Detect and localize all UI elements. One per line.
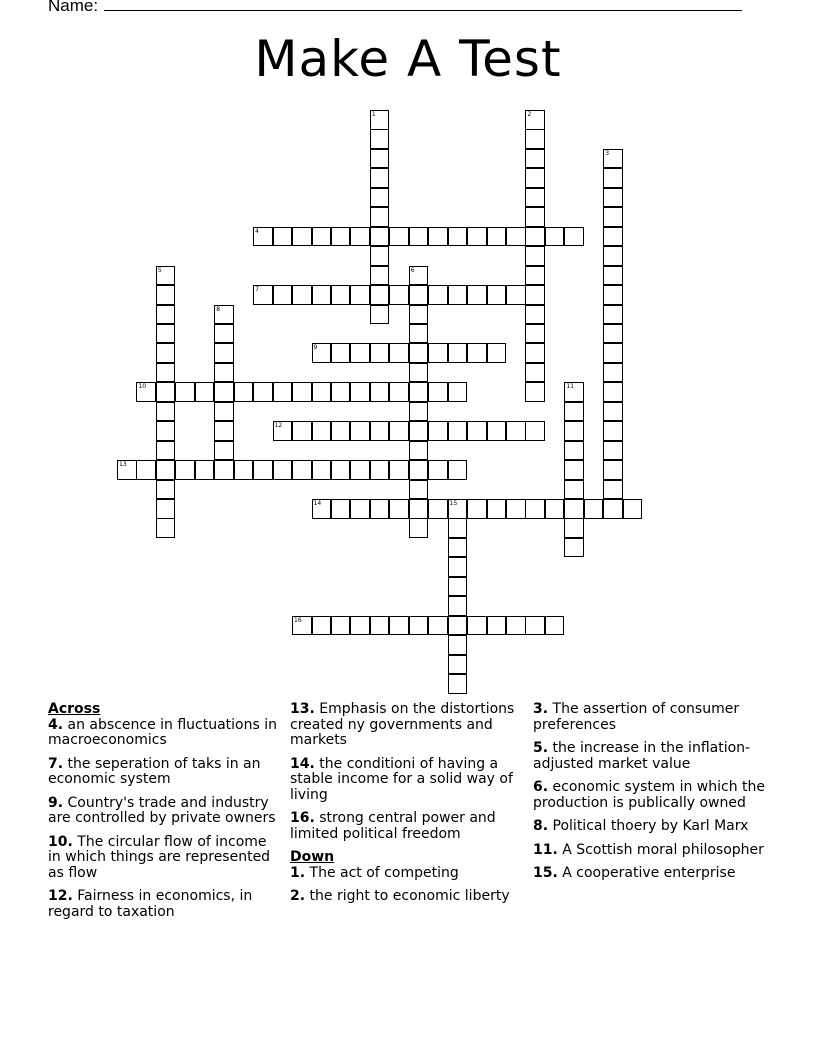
grid-cell[interactable] — [389, 227, 409, 247]
grid-cell[interactable] — [525, 324, 545, 344]
grid-cell[interactable] — [292, 382, 312, 402]
grid-cell[interactable] — [603, 266, 623, 286]
grid-cell[interactable] — [331, 285, 351, 305]
grid-cell[interactable] — [487, 285, 507, 305]
grid-cell[interactable] — [312, 616, 332, 636]
clue-down-8: 8. Political thoery by Karl Marx — [533, 818, 749, 834]
grid-cell[interactable] — [273, 227, 293, 247]
grid-cell-number: 16 — [294, 616, 302, 624]
grid-cell[interactable] — [428, 343, 448, 363]
name-label: Name: — [48, 0, 99, 15]
grid-cell[interactable] — [584, 499, 604, 519]
grid-cell[interactable] — [603, 324, 623, 344]
grid-cell[interactable] — [331, 382, 351, 402]
grid-cell[interactable] — [409, 441, 429, 461]
grid-cell[interactable] — [448, 518, 468, 538]
grid-cell[interactable] — [175, 382, 195, 402]
grid-cell[interactable] — [253, 382, 273, 402]
grid-cell[interactable] — [156, 518, 176, 538]
clue-across-12: 12. Fairness in economics, in regard to taxation — [48, 888, 253, 920]
grid-cell[interactable] — [350, 421, 370, 441]
grid-cell[interactable] — [525, 246, 545, 266]
grid-cell[interactable] — [409, 499, 429, 519]
grid-cell[interactable] — [214, 421, 234, 441]
grid-cell[interactable] — [350, 285, 370, 305]
grid-cell[interactable] — [214, 343, 234, 363]
down-heading: Down — [290, 849, 335, 865]
grid-cell[interactable] — [331, 499, 351, 519]
grid-cell[interactable] — [370, 246, 390, 266]
grid-cell[interactable] — [409, 421, 429, 441]
grid-cell[interactable] — [214, 441, 234, 461]
grid-cell[interactable] — [156, 343, 176, 363]
grid-cell[interactable] — [370, 343, 390, 363]
grid-cell[interactable] — [156, 441, 176, 461]
grid-cell[interactable] — [545, 227, 565, 247]
grid-cell[interactable] — [350, 227, 370, 247]
grid-cell[interactable] — [448, 421, 468, 441]
grid-cell[interactable] — [448, 596, 468, 616]
grid-cell[interactable] — [428, 382, 448, 402]
grid-cell[interactable] — [370, 499, 390, 519]
grid-cell[interactable] — [136, 460, 156, 480]
grid-cell[interactable] — [603, 343, 623, 363]
grid-cell[interactable] — [467, 421, 487, 441]
grid-cell[interactable] — [467, 285, 487, 305]
grid-cell[interactable] — [448, 382, 468, 402]
grid-cell[interactable] — [487, 227, 507, 247]
grid-cell[interactable] — [292, 421, 312, 441]
grid-cell[interactable] — [623, 499, 643, 519]
grid-cell[interactable] — [409, 285, 429, 305]
grid-cell[interactable] — [175, 460, 195, 480]
grid-cell[interactable] — [350, 616, 370, 636]
grid-cell[interactable] — [525, 305, 545, 325]
grid-cell-number: 9 — [313, 344, 318, 352]
grid-cell[interactable] — [487, 421, 507, 441]
grid-cell[interactable] — [389, 616, 409, 636]
grid-cell[interactable] — [292, 460, 312, 480]
grid-cell[interactable] — [467, 343, 487, 363]
grid-cell[interactable] — [603, 363, 623, 383]
grid-cell[interactable] — [409, 382, 429, 402]
grid-cell-number: 7 — [255, 286, 259, 294]
grid-cell[interactable] — [312, 227, 332, 247]
grid-cell[interactable] — [389, 421, 409, 441]
clue-across-9: 9. Country's trade and industry are controlled by private owners — [48, 794, 276, 826]
grid-cell[interactable] — [564, 538, 584, 558]
grid-cell[interactable] — [409, 460, 429, 480]
clue-across-13: 13. Emphasis on the distortions created ny governments and markets — [290, 701, 515, 748]
grid-cell[interactable] — [448, 616, 468, 636]
grid-cell[interactable] — [312, 285, 332, 305]
grid-cell[interactable] — [195, 460, 215, 480]
clue-across-7: 7. the seperation of taks in an economic system — [48, 755, 261, 787]
grid-cell[interactable] — [448, 538, 468, 558]
grid-cell-number: 15 — [449, 500, 458, 507]
clue-down-15: 15. A cooperative enterprise — [533, 865, 736, 881]
grid-cell[interactable] — [428, 499, 448, 519]
clue-down-5: 5. the increase in the inflation-adjusted market value — [533, 740, 751, 772]
clue-across-10: 10. The circular flow of income in which things are represented as flow — [48, 833, 271, 881]
grid-cell[interactable] — [350, 460, 370, 480]
grid-cell[interactable] — [487, 343, 507, 363]
grid-cell[interactable] — [331, 343, 351, 363]
grid-cell[interactable] — [214, 460, 234, 480]
grid-cell[interactable] — [603, 168, 623, 188]
grid-cell[interactable] — [603, 227, 623, 247]
grid-cell[interactable] — [428, 460, 448, 480]
grid-cell[interactable] — [448, 577, 468, 597]
grid-cell[interactable] — [370, 460, 390, 480]
grid-cell[interactable] — [389, 382, 409, 402]
clue-across-4: 4. an abscence in fluctuations in macroeconomics — [48, 716, 278, 748]
grid-cell[interactable] — [350, 499, 370, 519]
grid-cell[interactable] — [273, 460, 293, 480]
grid-cell[interactable] — [156, 421, 176, 441]
grid-cell[interactable] — [428, 285, 448, 305]
grid-cell[interactable] — [603, 305, 623, 325]
grid-cell[interactable] — [564, 402, 584, 422]
grid-cell[interactable] — [331, 460, 351, 480]
grid-cell[interactable] — [350, 382, 370, 402]
grid-cell[interactable] — [603, 207, 623, 227]
grid-cell[interactable] — [428, 421, 448, 441]
grid-cell[interactable] — [603, 499, 623, 519]
grid-cell[interactable] — [331, 421, 351, 441]
grid-cell[interactable] — [214, 402, 234, 422]
grid-cell[interactable] — [234, 460, 254, 480]
grid-cell[interactable] — [564, 480, 584, 500]
clue-down-3: 3. The assertion of consumer preferences — [533, 701, 740, 733]
grid-cell[interactable] — [370, 227, 390, 247]
clue-down-11: 11. A Scottish moral philosopher — [533, 841, 764, 858]
grid-cell[interactable] — [448, 635, 468, 655]
grid-cell[interactable] — [312, 382, 332, 402]
grid-cell-number: 14 — [313, 500, 322, 507]
clue-across-16: 16. strong central power and limited political freedom — [290, 810, 496, 842]
grid-cell-number: 6 — [410, 266, 415, 274]
grid-cell-number: 4 — [255, 227, 259, 235]
grid-cell[interactable] — [312, 460, 332, 480]
grid-cell[interactable] — [506, 285, 526, 305]
grid-cell[interactable] — [525, 382, 545, 402]
grid-cell[interactable] — [525, 421, 545, 441]
grid-cell[interactable] — [506, 421, 526, 441]
grid-cell[interactable] — [331, 227, 351, 247]
grid-cell[interactable] — [156, 382, 176, 402]
clue-down-1: 1. The act of competing — [290, 864, 459, 881]
grid-cell[interactable] — [603, 460, 623, 480]
grid-cell[interactable] — [448, 655, 468, 675]
grid-cell[interactable] — [506, 227, 526, 247]
grid-cell-number: 5 — [157, 266, 162, 274]
grid-cell[interactable] — [156, 480, 176, 500]
grid-cell-number: 12 — [274, 422, 283, 430]
grid-cell[interactable] — [370, 149, 390, 169]
grid-cell[interactable] — [389, 460, 409, 480]
grid-cell[interactable] — [195, 382, 215, 402]
grid-cell[interactable] — [525, 168, 545, 188]
grid-cell[interactable] — [350, 343, 370, 363]
grid-cell[interactable] — [214, 382, 234, 402]
grid-cell[interactable] — [545, 499, 565, 519]
grid-cell[interactable] — [156, 402, 176, 422]
grid-cell[interactable] — [428, 616, 448, 636]
grid-cell[interactable] — [448, 557, 468, 577]
grid-cell[interactable] — [525, 266, 545, 286]
grid-cell[interactable] — [389, 499, 409, 519]
grid-cell[interactable] — [273, 285, 293, 305]
grid-cell[interactable] — [448, 227, 468, 247]
grid-cell[interactable] — [448, 460, 468, 480]
grid-cell[interactable] — [409, 363, 429, 383]
grid-cell[interactable] — [409, 616, 429, 636]
grid-cell-number: 8 — [216, 305, 221, 313]
grid-cell[interactable] — [564, 460, 584, 480]
grid-cell[interactable] — [370, 382, 390, 402]
grid-cell[interactable] — [603, 421, 623, 441]
grid-cell[interactable] — [409, 480, 429, 500]
grid-cell[interactable] — [525, 188, 545, 208]
grid-cell[interactable] — [603, 285, 623, 305]
clues-column-1 — [48, 702, 283, 928]
grid-cell-number: 2 — [527, 111, 532, 118]
grid-cell[interactable] — [564, 499, 584, 519]
grid-cell[interactable] — [487, 616, 507, 636]
grid-cell[interactable] — [156, 499, 176, 519]
grid-cell[interactable] — [603, 246, 623, 266]
grid-cell[interactable] — [156, 324, 176, 344]
grid-cell[interactable] — [312, 421, 332, 441]
grid-cell[interactable] — [525, 343, 545, 363]
grid-cell[interactable] — [564, 441, 584, 461]
grid-cell-number: 11 — [566, 383, 574, 391]
grid-cell[interactable] — [506, 499, 526, 519]
grid-cell[interactable] — [525, 129, 545, 149]
grid-cell[interactable] — [273, 382, 293, 402]
grid-cell[interactable] — [467, 616, 487, 636]
grid-cell[interactable] — [487, 499, 507, 519]
grid-cell[interactable] — [603, 480, 623, 500]
grid-cell[interactable] — [525, 616, 545, 636]
grid-cell[interactable] — [525, 499, 545, 519]
grid-cell-number: 13 — [119, 461, 127, 469]
grid-cell[interactable] — [448, 285, 468, 305]
grid-cell[interactable] — [603, 402, 623, 422]
grid-cell[interactable] — [370, 285, 390, 305]
grid-cell[interactable] — [525, 363, 545, 383]
grid-cell[interactable] — [156, 460, 176, 480]
grid-cell[interactable] — [156, 305, 176, 325]
grid-cell[interactable] — [448, 674, 468, 694]
grid-cell[interactable] — [467, 227, 487, 247]
grid-cell[interactable] — [603, 188, 623, 208]
grid-cell[interactable] — [525, 285, 545, 305]
across-heading: Across — [48, 701, 101, 717]
clues-column-3 — [533, 702, 773, 890]
grid-cell[interactable] — [545, 616, 565, 636]
grid-cell[interactable] — [253, 460, 273, 480]
grid-cell[interactable] — [214, 363, 234, 383]
grid-cell[interactable] — [292, 227, 312, 247]
grid-cell[interactable] — [370, 616, 390, 636]
grid-cell[interactable] — [409, 343, 429, 363]
grid-cell[interactable] — [292, 285, 312, 305]
grid-cell[interactable] — [370, 168, 390, 188]
grid-cell[interactable] — [389, 343, 409, 363]
grid-cell[interactable] — [525, 227, 545, 247]
grid-cell[interactable] — [525, 149, 545, 169]
grid-cell[interactable] — [409, 305, 429, 325]
grid-cell[interactable] — [156, 285, 176, 305]
grid-cell[interactable] — [370, 207, 390, 227]
grid-cell[interactable] — [448, 343, 468, 363]
grid-cell[interactable] — [603, 382, 623, 402]
clue-down-2: 2. the right to economic liberty — [290, 888, 510, 904]
grid-cell[interactable] — [389, 285, 409, 305]
grid-cell[interactable] — [370, 266, 390, 286]
grid-cell[interactable] — [370, 129, 390, 149]
grid-cell[interactable] — [564, 421, 584, 441]
grid-cell[interactable] — [331, 616, 351, 636]
grid-cell-number: 10 — [138, 383, 147, 391]
grid-cell[interactable] — [370, 305, 390, 325]
grid-cell[interactable] — [370, 188, 390, 208]
grid-cell[interactable] — [564, 518, 584, 538]
grid-cell[interactable] — [409, 227, 429, 247]
page-title: Make A Test — [254, 30, 562, 88]
clue-down-6: 6. economic system in which the production is publically owned — [533, 779, 766, 811]
grid-cell[interactable] — [156, 363, 176, 383]
grid-cell[interactable] — [409, 324, 429, 344]
grid-cell[interactable] — [409, 518, 429, 538]
grid-cell[interactable] — [603, 441, 623, 461]
clues-column-2 — [290, 702, 520, 913]
grid-cell[interactable] — [370, 421, 390, 441]
grid-cell[interactable] — [428, 227, 448, 247]
grid-cell[interactable] — [409, 402, 429, 422]
grid-cell[interactable] — [564, 227, 584, 247]
grid-cell[interactable] — [525, 207, 545, 227]
grid-cell-number: 3 — [605, 149, 610, 157]
clue-across-14: 14. the conditioni of having a stable income for a solid way of living — [290, 755, 513, 803]
grid-cell[interactable] — [467, 499, 487, 519]
grid-cell[interactable] — [214, 324, 234, 344]
grid-cell[interactable] — [506, 616, 526, 636]
grid-cell[interactable] — [234, 382, 254, 402]
grid-cell-number: 1 — [371, 111, 376, 118]
